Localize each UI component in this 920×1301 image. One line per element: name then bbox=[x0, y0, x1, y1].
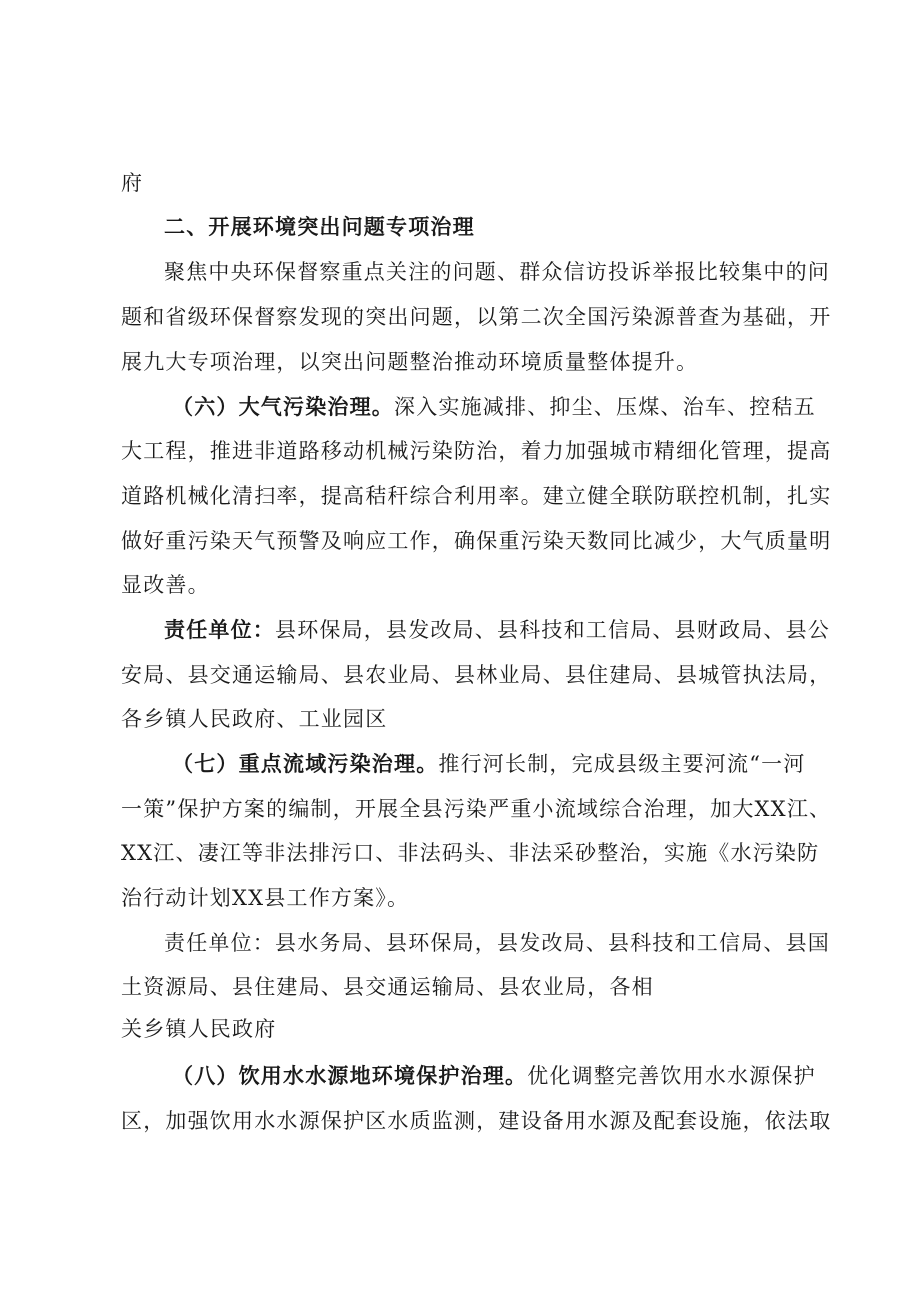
text-line: 展九大专项治理，以突出问题整治推动环境质量整体提升。 bbox=[121, 350, 699, 374]
paragraph-text: 优化调整完善饮用水水源保护 bbox=[527, 1064, 816, 1088]
text-line: 责任单位：县水务局、县环保局，县发改局、县科技和工信局、县国 bbox=[164, 931, 830, 955]
text-line: 道路机械化清扫率，提高秸秆综合利用率。建立健全联防联控机制，扎实 bbox=[121, 484, 832, 508]
text-line: 区，加强饮用水水源保护区水质监测，建设备用水源及配套设施，依法取 bbox=[121, 1109, 832, 1133]
text-line: 聚焦中央环保督察重点关注的问题、群众信访投诉举报比较集中的问 bbox=[164, 260, 830, 284]
paragraph-text: 推行河长制，完成县级主要河流“一河 bbox=[438, 752, 806, 776]
text-line: 大工程，推进非道路移动机械污染防治，着力加强城市精细化管理，提高 bbox=[121, 439, 832, 463]
text-line: 土资源局、县住建局、县交通运输局、县农业局，各相 bbox=[121, 975, 654, 999]
paragraph-heading: （六）大气污染治理。 bbox=[172, 395, 394, 419]
paragraph-text: 深入实施减排、抑尘、压煤、治车、控秸五 bbox=[394, 395, 816, 419]
paragraph-first-line bbox=[172, 392, 816, 422]
responsibility-first-line bbox=[164, 615, 830, 645]
paragraph-heading: （八）饮用水水源地环境保护治理。 bbox=[172, 1064, 528, 1088]
text-line: 各乡镇人民政府、工业园区 bbox=[121, 707, 388, 731]
paragraph-first-line bbox=[172, 1061, 816, 1091]
paragraph-heading: （七）重点流域污染治理。 bbox=[172, 752, 439, 776]
text-line: XX江、凄江等非法排污口、非法码头、非法采砂整治，实施《水污染防 bbox=[121, 841, 820, 865]
text-line: 府 bbox=[121, 171, 144, 195]
text-line: 一策”保护方案的编制，开展全县污染严重小流域综合治理，加大XX江、 bbox=[121, 797, 832, 821]
responsibility-text: 县环保局，县发改局、县科技和工信局、县财政局、县公 bbox=[275, 618, 830, 642]
text-line: 做好重污染天气预警及响应工作，确保重污染天数同比减少，大气质量明 bbox=[121, 529, 832, 553]
section-heading: 二、开展环境突出问题专项治理 bbox=[164, 215, 475, 239]
text-line: 显改善。 bbox=[121, 573, 210, 597]
text-line: 关乡镇人民政府 bbox=[121, 1017, 277, 1041]
text-line: 安局、县交通运输局、县农业局、县林业局、县住建局、县城管执法局， bbox=[121, 663, 832, 687]
text-line: 治行动计划XX县工作方案》。 bbox=[121, 886, 410, 910]
responsibility-label: 责任单位： bbox=[164, 618, 275, 642]
text-line: 题和省级环保督察发现的突出问题，以第二次全国污染源普查为基础，开 bbox=[121, 305, 832, 329]
paragraph-first-line bbox=[172, 749, 806, 779]
